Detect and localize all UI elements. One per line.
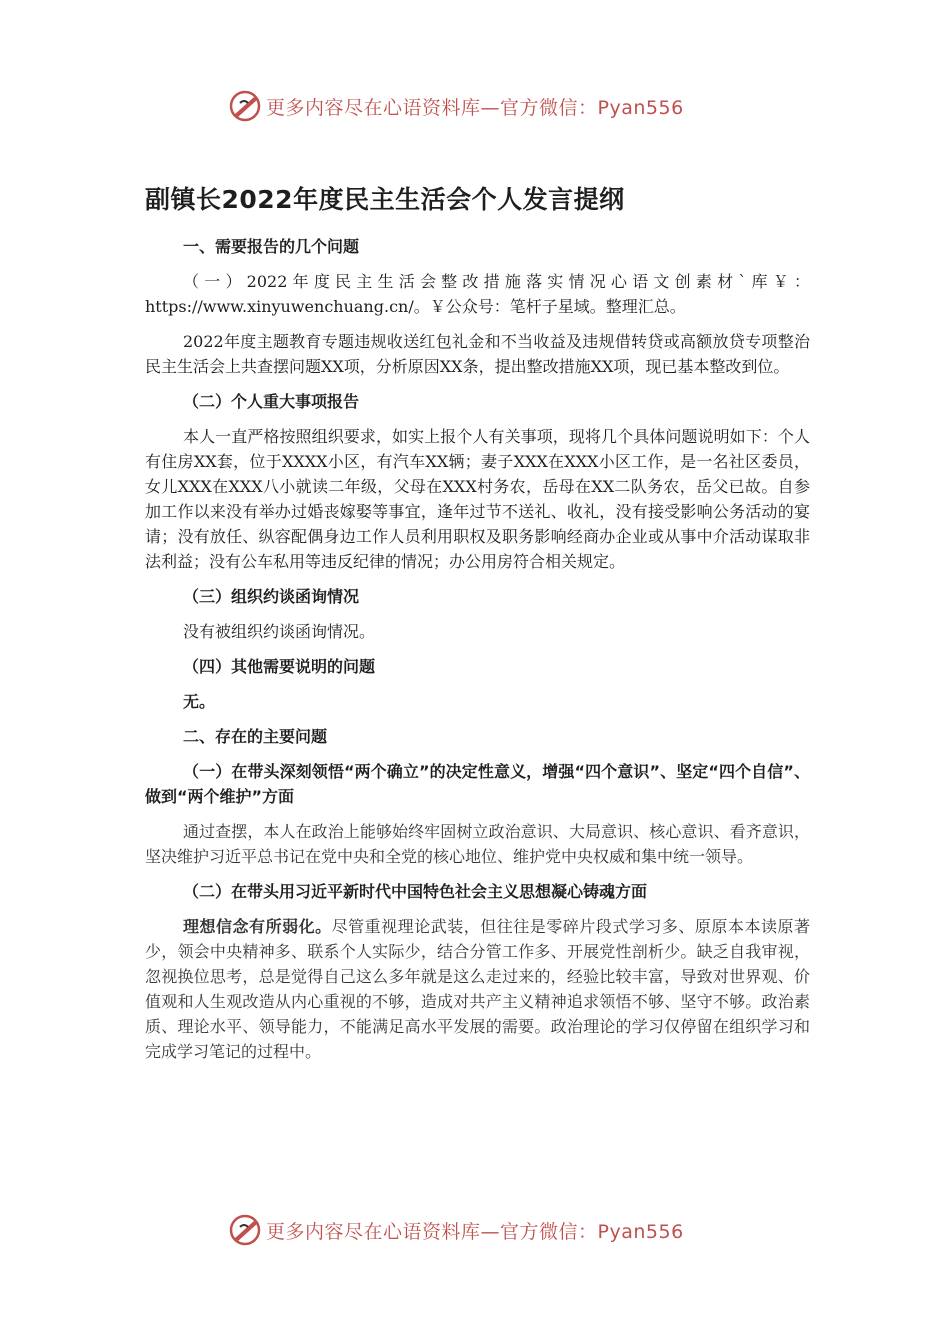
paragraph-lead: 理想信念有所弱化。 [183, 917, 332, 936]
banner-text: 更多内容尽在心语资料库—官方微信：Pyan556 [266, 1220, 684, 1243]
paragraph: 没有被组织约谈函询情况。 [183, 622, 376, 641]
subsection-heading: （三）组织约谈函询情况 [183, 587, 360, 606]
document-body [145, 180, 810, 1074]
paragraph-text: 尽管重视理论武装，但往往是零碎片段式学习多、原原本本读原著少，领会中央精神多、联系个人实际少，结合分管工作多、开展党性剖析少。缺乏自我审视，忽视换位思考，总是觉得自己这么多年就是这么走过来的，经验比较丰富，导致对世界观、价值观和人生观改造从内心重视的不够，造成对共产主义精神追求领悟不够、坚守不够。政治素质、理论水平、领导能力，不能满足高水平发展的需要。政治理论的学习仅停留在组织学习和完成学习笔记的过程中。 [145, 917, 810, 1061]
subsection-heading: （一）在带头深刻领悟“两个确立”的决定性意义，增强“四个意识”、坚定“四个自信”、做到“两个维护”方面 [145, 762, 810, 806]
paragraph: 无。 [183, 692, 216, 711]
paragraph: 2022年度主题教育专题违规收送红包礼金和不当收益及违规借转贷或高额放贷专项整治民主生活会上共查摆问题XX项，分析原因XX条，提出整改措施XX项，现已基本整改到位。 [145, 332, 810, 376]
header-banner [228, 86, 748, 126]
pen-logo-icon [228, 89, 262, 123]
footer-banner [228, 1210, 748, 1250]
subsection-heading: （二）在带头用习近平新时代中国特色社会主义思想凝心铸魂方面 [183, 882, 648, 901]
section-heading: 二、存在的主要问题 [183, 727, 328, 746]
pen-logo-icon [228, 1213, 262, 1247]
paragraph: 本人一直严格按照组织要求，如实上报个人有关事项，现将几个具体问题说明如下：个人有住房XX套，位于XXXX小区，有汽车XX辆；妻子XXX在XXX小区工作，是一名社区委员，女儿XXX在XXX八小就读二年级，父母在XXX村务农，岳母在XX二队务农，岳父已故。自参加工作以来没有举办过婚丧嫁娶等事宜，逢年过节不送礼、收礼，没有接受影响公务活动的宴请；没有放任、纵容配偶身边工作人员利用职权及职务影响经商办企业或从事中介活动谋取非法利益；没有公车私用等违反纪律的情况；办公用房符合相关规定。 [145, 427, 810, 571]
subsection-heading: （二）个人重大事项报告 [183, 392, 360, 411]
subsection-heading: （一）2022年度民主生活会整改措施落实情况心语文创素材`库￥：https://www.xinyuwenchuang.cn/。￥公众号：笔杆子星域。整理汇总。 [145, 272, 810, 316]
paragraph [145, 914, 810, 1064]
paragraph: 通过查摆，本人在政治上能够始终牢固树立政治意识、大局意识、核心意识、看齐意识，坚决维护习近平总书记在党中央和全党的核心地位、维护党中央权威和集中统一领导。 [145, 822, 810, 866]
subsection-heading: （四）其他需要说明的问题 [183, 657, 376, 676]
section-heading: 一、需要报告的几个问题 [183, 237, 360, 256]
banner-text: 更多内容尽在心语资料库—官方微信：Pyan556 [266, 96, 684, 119]
document-title: 副镇长2022年度民主生活会个人发言提纲 [145, 185, 625, 214]
